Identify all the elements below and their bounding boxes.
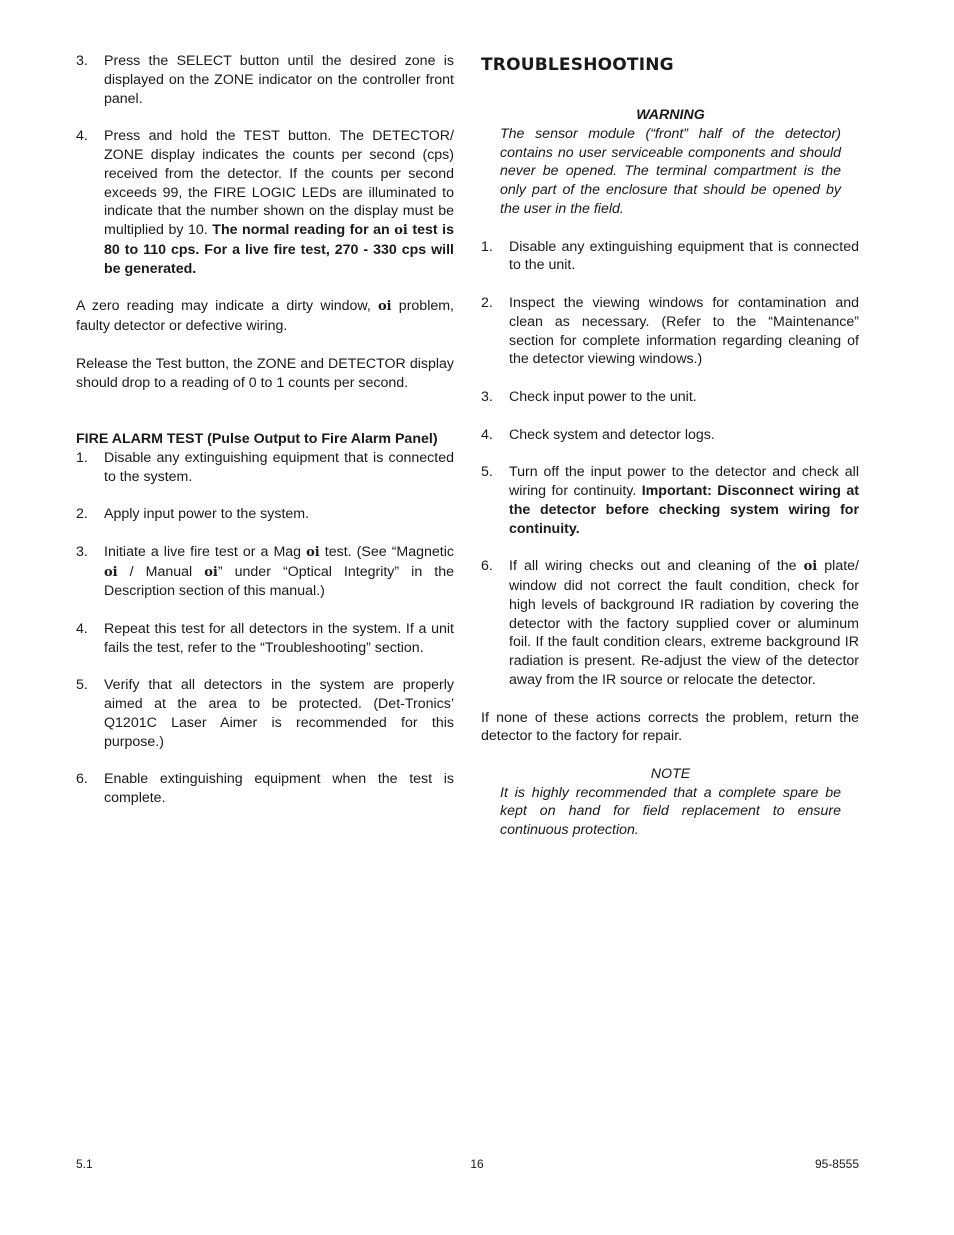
zero-reading-paragraph: A zero reading may indicate a dirty window, oi problem, faulty detector or defective wiring. bbox=[76, 298, 454, 335]
step-number: 4. bbox=[76, 128, 88, 145]
warning-callout bbox=[481, 106, 859, 219]
step-text: Press the SELECT button until the desired zone is displayed on the ZONE indicator on the controller front panel. bbox=[104, 53, 454, 107]
note-text: It is highly recommended that a complete spare be kept on hand for field replacement to ensure continuous protection. bbox=[500, 784, 841, 839]
release-paragraph: Release the Test button, the ZONE and DETECTOR display should drop to a reading of 0 to 1 counts per second. bbox=[76, 355, 454, 391]
oi-symbol: oi bbox=[104, 564, 118, 580]
list-item: 1. Disable any extinguishing equipment that is connected to the system. bbox=[76, 449, 454, 485]
list-item: 6. Enable extinguishing equipment when the test is complete. bbox=[76, 771, 454, 807]
closing-paragraph: If none of these actions corrects the problem, return the detector to the factory for repair. bbox=[481, 709, 859, 745]
list-item: 6. If all wiring checks out and cleaning of the oi plate/ window did not correct the fault condition, check for high levels of background IR radiation by covering the detector with the factory supplied cover or aluminum foil. If the fault condition clears, extreme background IR radiation is present. Re-adjust the view of the detector away from the IR source or relocate the detector. bbox=[481, 558, 859, 688]
right-column bbox=[481, 52, 859, 840]
warning-title: WARNING bbox=[636, 107, 705, 123]
troubleshooting-heading: TROUBLESHOOTING bbox=[481, 55, 674, 75]
list-item: 3. Initiate a live fire test or a Mag oi test. (See “Magnetic oi / Manual oi” under “Optical Integrity” in the Description section of this manual.) bbox=[76, 543, 454, 600]
page-number: 16 bbox=[470, 1157, 484, 1171]
oi-symbol: oi bbox=[394, 223, 408, 239]
list-item: 2. Apply input power to the system. bbox=[76, 506, 310, 523]
list-item: 2. Inspect the viewing windows for contamination and clean as necessary. (Refer to the “Maintenance” section for complete information regarding cleaning of the detector viewing windows.) bbox=[481, 294, 859, 368]
note-title: NOTE bbox=[650, 765, 691, 782]
list-item bbox=[76, 52, 454, 108]
step-text: Press and hold the TEST button. The DETECTOR/ ZONE display indicates the counts per second (cps) received from the detector. If the counts per second exceeds 99, the FIRE LOGIC LEDs are illuminated to indicate that the number shown on the display must be multiplied by 10. The normal reading for an oi test is 80 to 110 cps. For a live fire test, 270 - 330 cps will be generated. bbox=[104, 128, 454, 277]
footer-revision: 5.1 bbox=[76, 1157, 93, 1171]
oi-symbol: oi bbox=[378, 299, 392, 315]
step-number: 3. bbox=[76, 53, 88, 69]
list-item bbox=[76, 127, 454, 278]
list-item: 4. Repeat this test for all detectors in the system. If a unit fails the test, refer to the “Troubleshooting” section. bbox=[76, 620, 454, 656]
oi-symbol: oi bbox=[306, 544, 320, 560]
list-item: 1. Disable any extinguishing equipment that is connected to the unit. bbox=[481, 238, 859, 274]
oi-symbol: oi bbox=[803, 559, 818, 575]
list-item: 5. Turn off the input power to the detector and check all wiring for continuity. Important: Disconnect wiring at the detector before checking system wiring for continuity. bbox=[481, 464, 859, 537]
left-column bbox=[76, 52, 454, 808]
list-item: 3. Check input power to the unit. bbox=[481, 388, 697, 405]
document-number: 95-8555 bbox=[814, 1157, 859, 1171]
fire-alarm-test-heading: FIRE ALARM TEST (Pulse Output to Fire Alarm Panel) bbox=[76, 430, 438, 447]
oi-symbol: oi bbox=[204, 564, 218, 580]
note-callout bbox=[481, 765, 859, 840]
list-item: 4. Check system and detector logs. bbox=[481, 426, 715, 443]
warning-text: The sensor module (“front” half of the detector) contains no user serviceable components and should never be opened. The terminal compartment is the only part of the enclosure that should be opened by the user in the field. bbox=[500, 125, 841, 217]
list-item: 5. Verify that all detectors in the system are properly aimed at the area to be protected. (Det-Tronics’ Q1201C Laser Aimer is recommended for this purpose.) bbox=[76, 677, 454, 750]
